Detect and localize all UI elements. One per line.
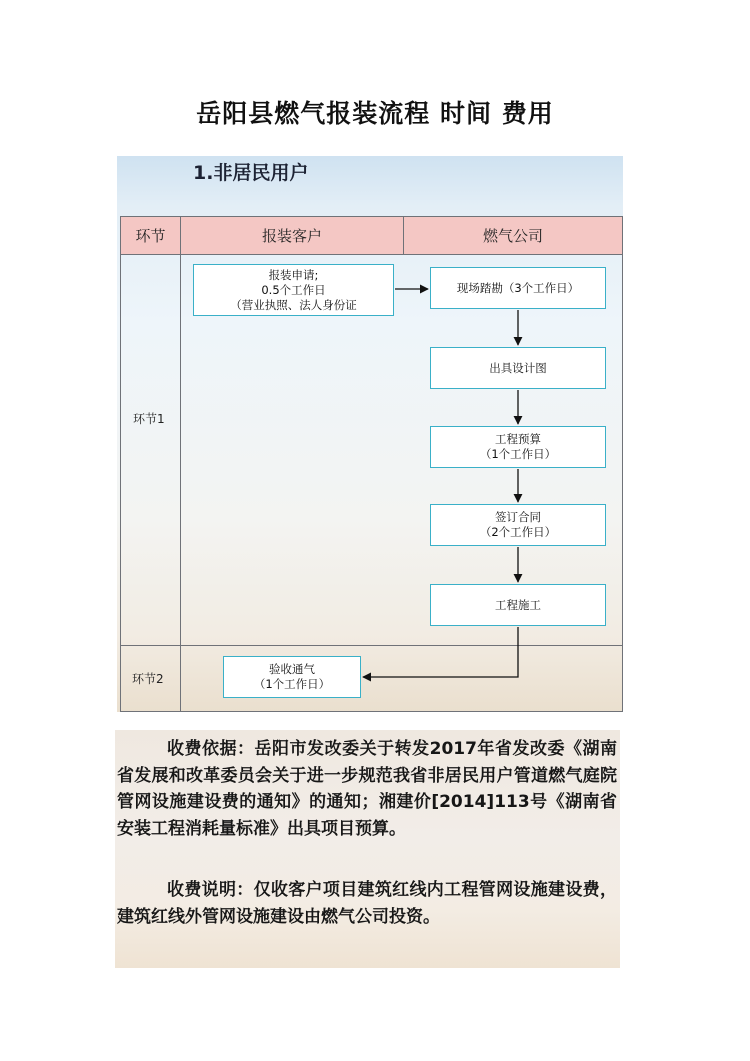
section-title: 1.非居民用户	[193, 162, 309, 184]
node-design-drawing-text: 出具设计图	[489, 360, 547, 375]
fee-basis-paragraph: 收费依据：岳阳市发改委关于转发2017年省发改委《湖南省发展和改革委员会关于进一步规范我省非居民用户管道燃气庭院管网设施建设费的通知》的通知；湘建价[2014]113号《湖南省安装工程消耗量标准》出具项目预算。	[117, 739, 617, 839]
node-design-drawing	[430, 347, 606, 389]
node-budget	[430, 426, 606, 468]
node-site-survey-text: 现场踏勘（3个工作日）	[456, 280, 580, 295]
node-contract	[430, 504, 606, 546]
node-budget-title: 工程预算	[495, 432, 541, 446]
node-acceptance-title: 验收通气	[269, 662, 315, 676]
stage-label-2: 环节2	[132, 672, 164, 686]
node-apply-title: 报装申请;	[268, 267, 319, 282]
table-header-rule	[120, 254, 623, 255]
table-col-divider-2	[403, 216, 404, 255]
table-border-bottom	[120, 711, 623, 712]
node-apply-time: 0.5个工作日	[261, 282, 326, 297]
header-stage: 环节	[121, 217, 180, 254]
page-title: 岳阳县燃气报装流程 时间 费用	[196, 99, 554, 128]
node-site-survey	[430, 267, 606, 309]
header-customer: 报装客户	[181, 217, 403, 254]
node-apply	[193, 264, 394, 316]
node-contract-title: 签订合同	[495, 510, 541, 524]
table-col-divider-1	[180, 216, 181, 712]
table-border-right	[622, 216, 623, 712]
node-budget-time: （1个工作日）	[479, 447, 557, 461]
header-gas-company: 燃气公司	[404, 217, 622, 254]
node-apply-docs: （营业执照、法人身份证	[230, 297, 357, 312]
table-border-top	[120, 216, 623, 217]
stage-label-1: 环节1	[133, 412, 165, 426]
node-construction	[430, 584, 606, 626]
table-row-divider	[120, 645, 623, 646]
node-contract-time: （2个工作日）	[479, 525, 557, 539]
node-construction-text: 工程施工	[495, 597, 541, 612]
node-acceptance	[223, 656, 361, 698]
fee-explanation-paragraph: 收费说明：仅收客户项目建筑红线内工程管网设施建设费，建筑红线外管网设施建设由燃气公司投资。	[117, 880, 617, 927]
table-border-left	[120, 216, 121, 712]
node-acceptance-time: （1个工作日）	[253, 677, 331, 691]
